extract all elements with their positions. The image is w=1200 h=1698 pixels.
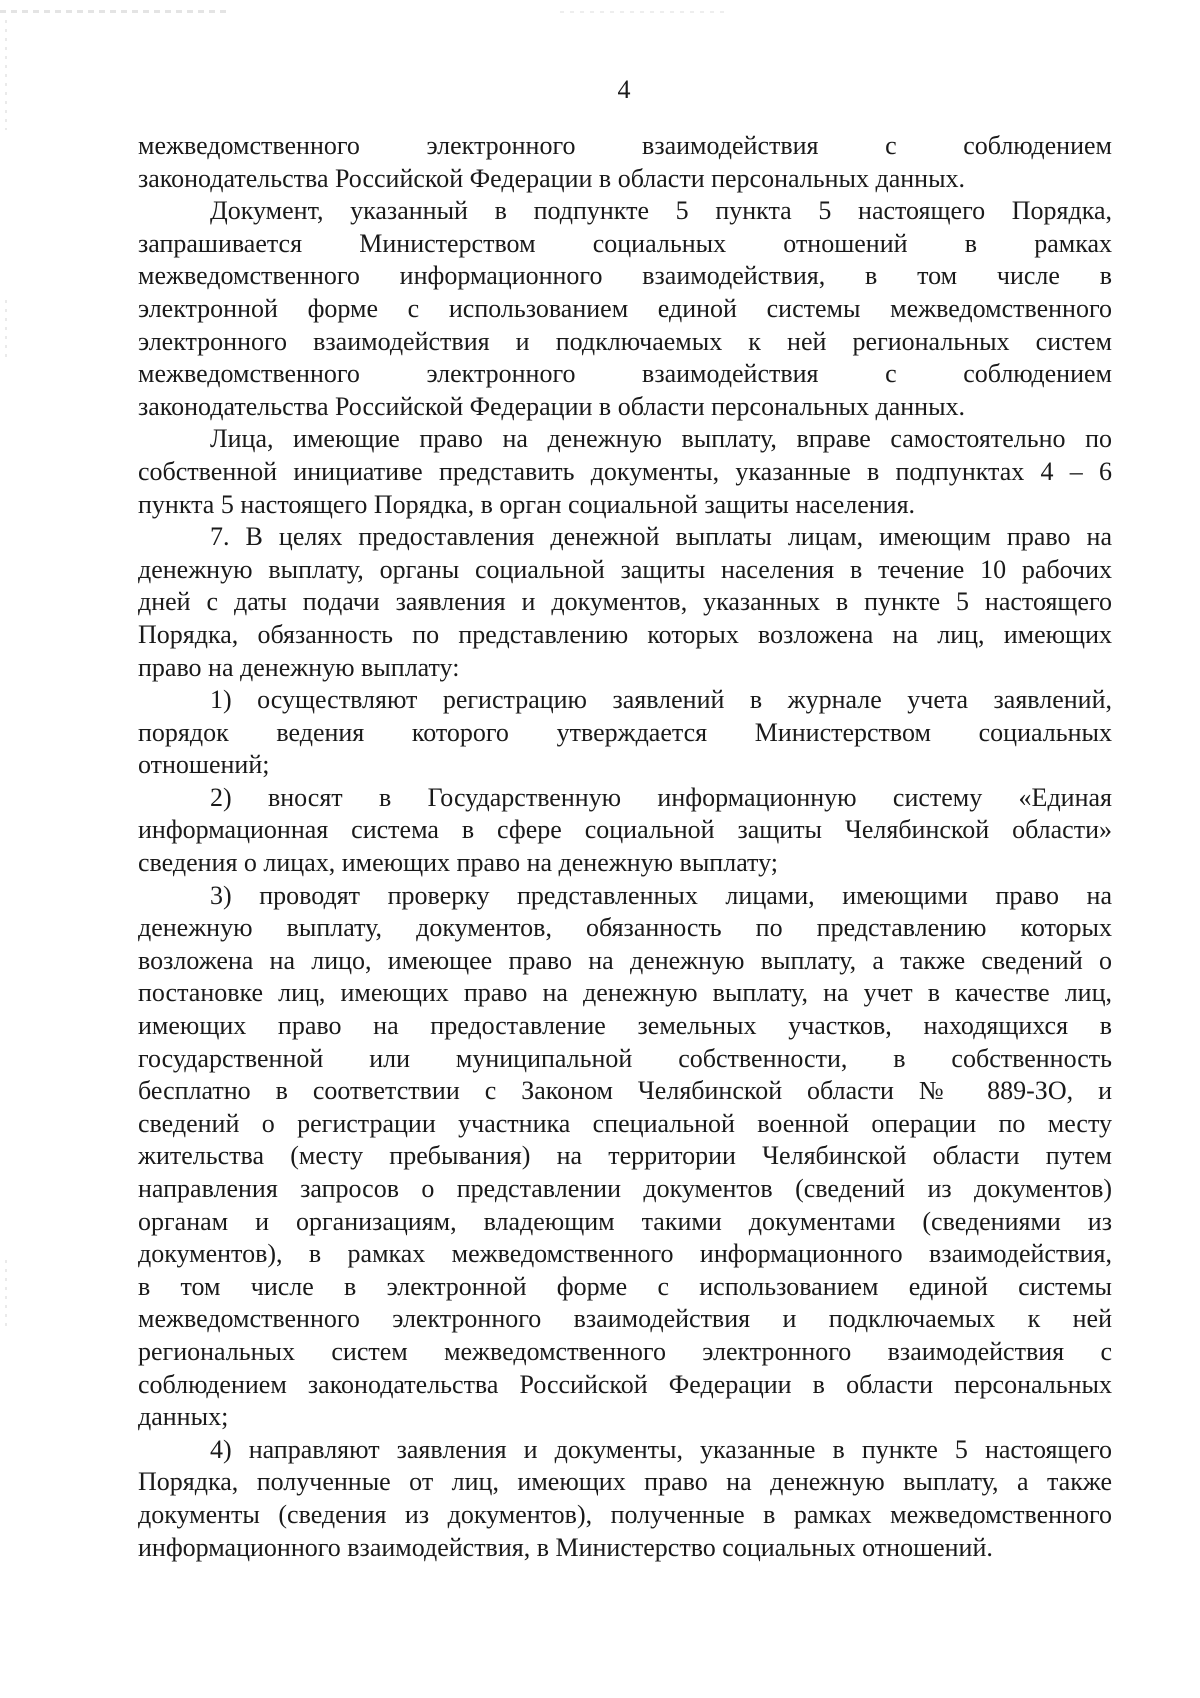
paragraph [138, 195, 1112, 423]
paragraph-line: Лица, имеющие право на денежную выплату, вправе самостоятельно по [210, 424, 1112, 454]
paragraph-line: электронной форме с использованием единой системы межведомственного [138, 293, 1112, 323]
paragraph-line: направления запросов о представлении документов (сведений из документов) [138, 1174, 1112, 1203]
paragraph-line: денежную выплату, органы социальной защиты населения в течение 10 рабочих [138, 554, 1112, 584]
paragraph-line: право на денежную выплату: [138, 652, 460, 682]
paragraph-line: информационная система в сфере социальной защиты Челябинской области» [138, 815, 1112, 845]
paragraph-line: 2) вносят в Государственную информационную систему «Единая [210, 782, 1112, 812]
paragraph-line: сведений о регистрации участника специальной военной операции по месту [138, 1108, 1112, 1138]
paragraph [138, 1434, 1112, 1564]
scan-artifact-top-left [0, 10, 230, 13]
paragraph-line: органам и организациям, владеющим такими документами (сведениями из [138, 1206, 1112, 1236]
scan-artifact-top-center [560, 11, 730, 13]
paragraph [138, 521, 1112, 684]
paragraph-line: межведомственного электронного взаимодействия и подключаемых к ней [138, 1304, 1112, 1334]
paragraph-line: документы (сведения из документов), полученные в рамках межведомственного [138, 1499, 1112, 1529]
paragraph-line: порядок ведения которого утверждается Министерством социальных [138, 717, 1112, 747]
paragraph-line: электронного взаимодействия и подключаемых к ней региональных систем [138, 326, 1112, 356]
paragraph-line: сведения о лицах, имеющих право на денежную выплату; [138, 848, 778, 878]
paragraph-line: собственной инициативе представить документы, указанные в подпунктах 4 – 6 [138, 456, 1112, 486]
paragraph-line: Порядка, полученные от лиц, имеющих право на денежную выплату, а также [138, 1467, 1112, 1497]
paragraph [138, 423, 1112, 521]
page-number: 4 [617, 75, 631, 104]
scan-artifact-left-edge [5, 1260, 7, 1330]
paragraph-line: возложена на лицо, имеющее право на денежную выплату, а также сведений о [138, 945, 1112, 975]
paragraph-line: в том числе в электронной форме с использованием единой системы [138, 1271, 1112, 1301]
paragraph-line: 3) проводят проверку представленных лицами, имеющими право на [210, 880, 1112, 910]
paragraph-line: Документ, указанный в подпункте 5 пункта 5 настоящего Порядка, [210, 196, 1112, 226]
paragraph-line: соблюдением законодательства Российской Федерации в области персональных [138, 1369, 1112, 1399]
paragraph-line: межведомственного электронного взаимодействия с соблюдением [138, 131, 1112, 160]
paragraph-line: постановке лиц, имеющих право на денежную выплату, на учет в качестве лиц, [138, 978, 1112, 1008]
paragraph-line: государственной или муниципальной собственности, в собственность [138, 1043, 1112, 1073]
paragraph-line: законодательства Российской Федерации в области персональных данных. [138, 163, 966, 193]
paragraph [138, 130, 1112, 195]
paragraph-line: данных; [138, 1402, 229, 1432]
paragraph-line: жительства (месту пребывания) на территории Челябинской области путем [138, 1141, 1112, 1171]
paragraph-line: информационного взаимодействия, в Министерство социальных отношений. [138, 1532, 993, 1562]
scan-artifact-left-edge [5, 300, 7, 360]
paragraph-line: бесплатно в соответствии с Законом Челябинской области № 889-ЗО, и [138, 1076, 1112, 1106]
paragraph-line: Порядка, обязанность по представлению которых возложена на лиц, имеющих [138, 619, 1112, 649]
paragraph-line: документов), в рамках межведомственного информационного взаимодействия, [138, 1239, 1112, 1269]
paragraph-line: имеющих право на предоставление земельных участков, находящихся в [138, 1011, 1112, 1041]
paragraph-line: запрашивается Министерством социальных отношений в рамках [138, 228, 1112, 258]
paragraph-line: законодательства Российской Федерации в области персональных данных. [138, 391, 966, 421]
paragraph-line: 1) осуществляют регистрацию заявлений в журнале учета заявлений, [210, 685, 1112, 715]
paragraph-line: межведомственного электронного взаимодействия с соблюдением [138, 359, 1112, 389]
paragraph-line: 7. В целях предоставления денежной выплаты лицам, имеющим право на [210, 522, 1112, 552]
paragraph [138, 880, 1112, 1434]
paragraph-line: отношений; [138, 750, 270, 780]
paragraph-line: региональных систем межведомственного электронного взаимодействия с [138, 1336, 1112, 1366]
paragraph-line: денежную выплату, документов, обязанность по представлению которых [138, 913, 1112, 943]
paragraph-line: дней с даты подачи заявления и документов, указанных в пункте 5 настоящего [138, 587, 1112, 617]
document-body [138, 130, 1112, 1564]
paragraph [138, 782, 1112, 880]
paragraph [138, 684, 1112, 782]
paragraph-line: межведомственного информационного взаимодействия, в том числе в [138, 261, 1112, 291]
paragraph-line: пункта 5 настоящего Порядка, в орган социальной защиты населения. [138, 489, 916, 519]
paragraph-line: 4) направляют заявления и документы, указанные в пункте 5 настоящего [210, 1434, 1112, 1464]
